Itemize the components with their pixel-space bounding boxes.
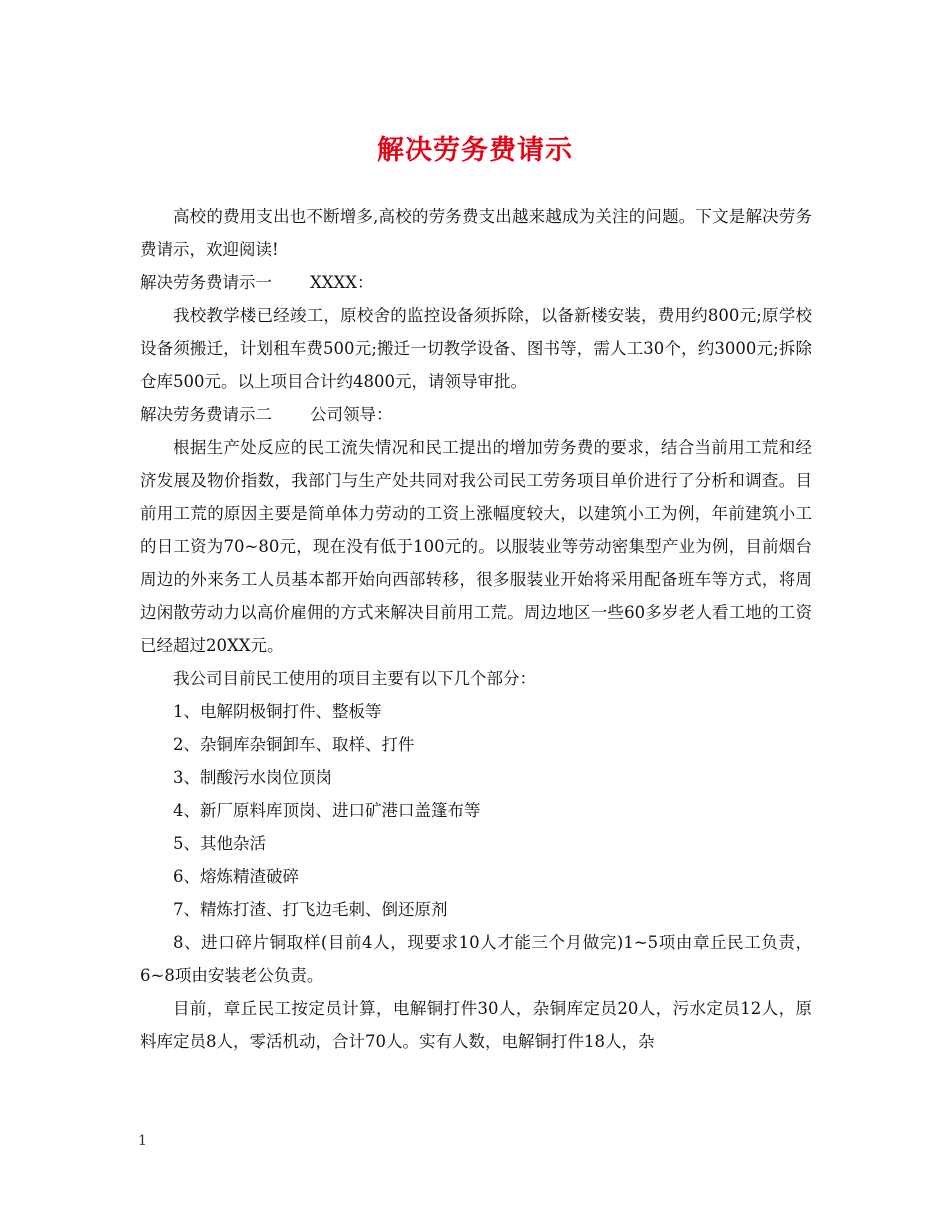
list-item-3: 3、制酸污水岗位顶岗	[173, 768, 332, 787]
page-title: 解决劳务费请示	[377, 135, 573, 166]
list-item-7: 7、精炼打渣、打飞边毛刺、倒还原剂	[173, 900, 448, 919]
document-body	[140, 200, 812, 1058]
section2-addressee: 公司领导：	[310, 405, 393, 424]
section1-body: 我校教学楼已经竣工，原校舍的监控设备须拆除，以备新楼安装，费用约800元;原学校设备须搬迁，计划租车费500元;搬迁一切教学设备、图书等，需人工30个，约3000元;拆除仓库500元。以上项目合计约4800元，请领导审批。	[140, 306, 812, 391]
section2-body2: 目前，章丘民工按定员计算，电解铜打件30人，杂铜库定员20人，污水定员12人，原料库定员8人，零活机动，合计70人。实有人数，电解铜打件18人，杂	[140, 999, 812, 1051]
section1-heading-line	[140, 266, 812, 299]
intro-paragraph: 高校的费用支出也不断增多,高校的劳务费支出越来越成为关注的问题。下文是解决劳务费请示，欢迎阅读!	[140, 207, 812, 259]
section2-heading: 解决劳务费请示二	[140, 405, 272, 424]
list-item-8: 8、进口碎片铜取样(目前4人，现要求10人才能三个月做完)1~5项由章丘民工负责，6~8项由安装老公负责。	[140, 933, 812, 985]
list-item-5: 5、其他杂活	[173, 834, 266, 853]
section1-addressee: XXXX：	[310, 273, 374, 292]
list-item-2: 2、杂铜库杂铜卸车、取样、打件	[173, 735, 415, 754]
section1-heading: 解决劳务费请示一	[140, 273, 272, 292]
list-item-6: 6、熔炼精渣破碎	[173, 867, 299, 886]
list-item-1: 1、电解阴极铜打件、整板等	[173, 702, 382, 721]
page-number: 1	[138, 1133, 147, 1149]
section2-heading-line	[140, 398, 812, 431]
section2-body1: 根据生产处反应的民工流失情况和民工提出的增加劳务费的要求，结合当前用工荒和经济发展及物价指数，我部门与生产处共同对我公司民工劳务项目单价进行了分析和调查。目前用工荒的原因主要是简单体力劳动的工资上涨幅度较大，以建筑小工为例，年前建筑小工的日工资为70~80元，现在没有低于100元的。以服装业等劳动密集型产业为例，目前烟台周边的外来务工人员基本都开始向西部转移，很多服装业开始将采用配备班车等方式，将周边闲散劳动力以高价雇佣的方式来解决目前用工荒。周边地区一些60多岁老人看工地的工资已经超过20XX元。	[140, 438, 812, 655]
list-intro: 我公司目前民工使用的项目主要有以下几个部分：	[173, 669, 536, 688]
list-item-4: 4、新厂原料库顶岗、进口矿港口盖篷布等	[173, 801, 481, 820]
